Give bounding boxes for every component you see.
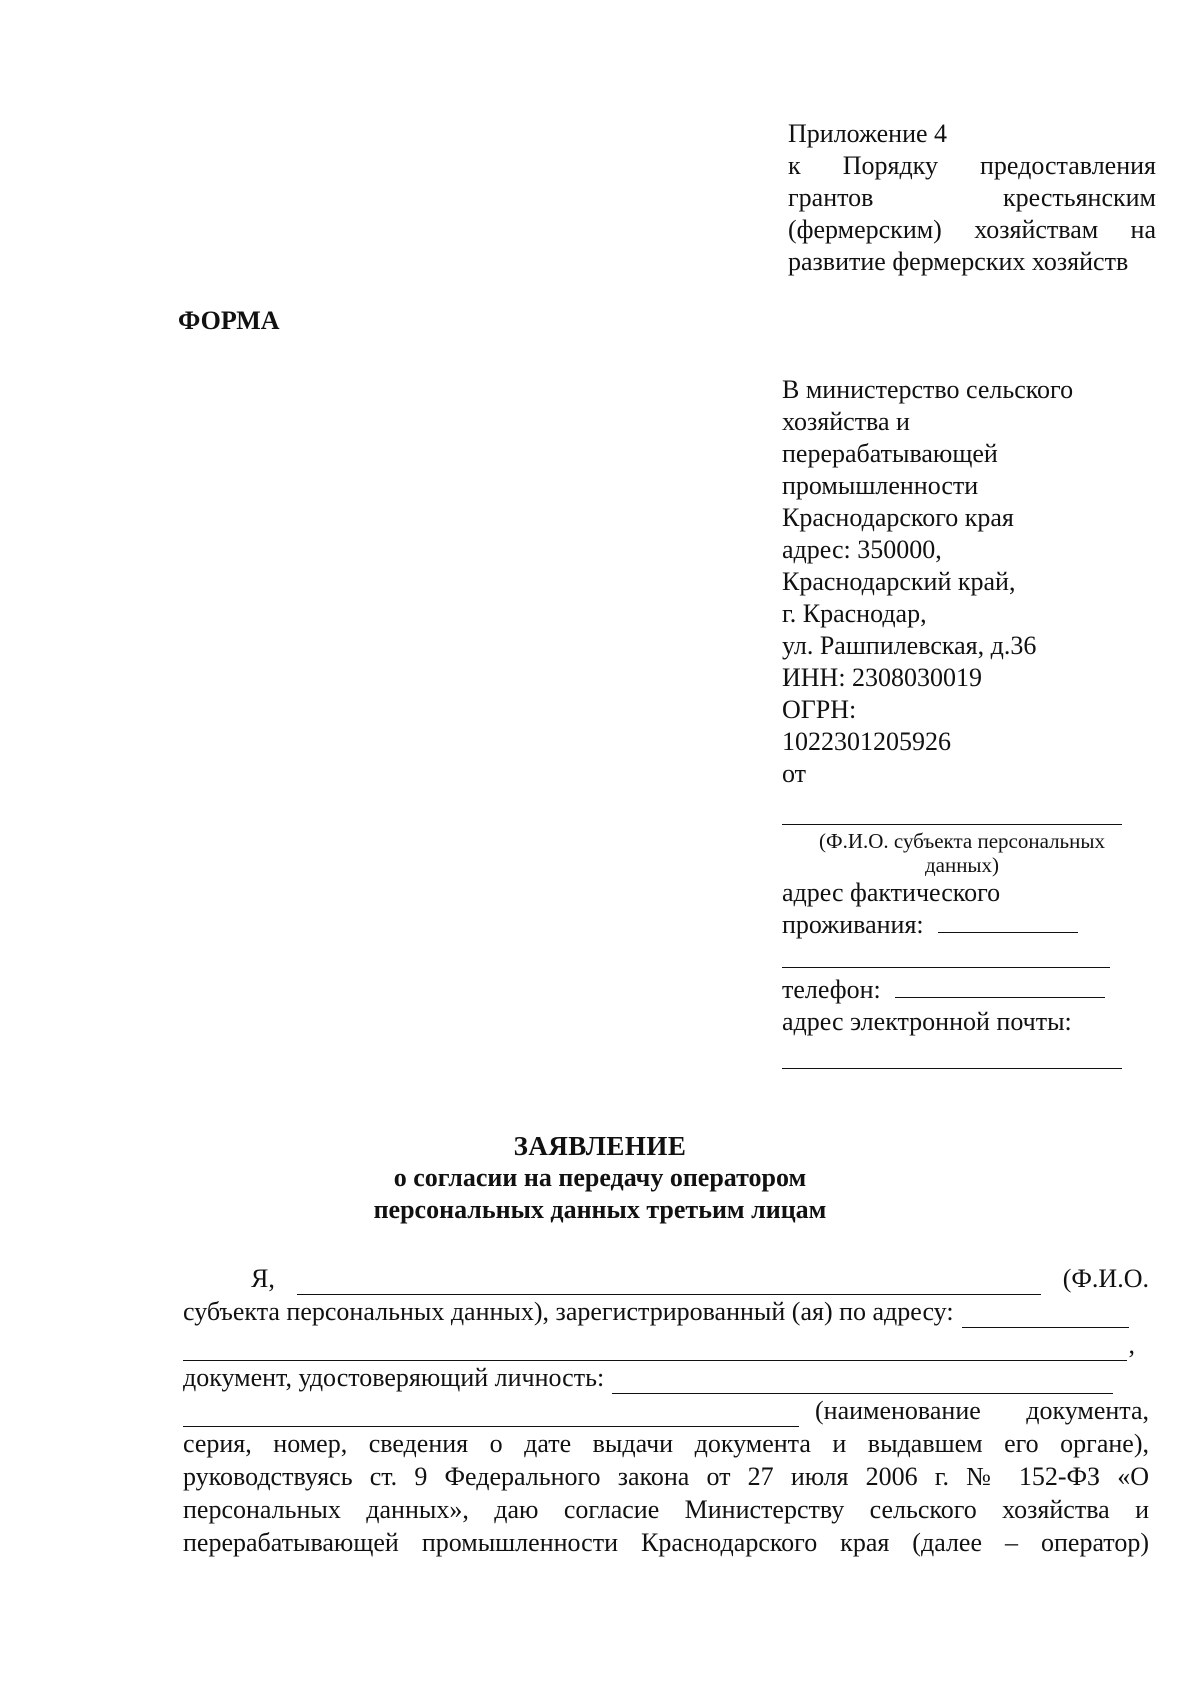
- body-text: (наименование документа,: [815, 1396, 1149, 1425]
- address-label-2: проживания:: [782, 910, 924, 939]
- email-field-line[interactable]: [782, 1068, 1122, 1069]
- address-field-line-2[interactable]: [782, 967, 1110, 968]
- address-label-row: [782, 909, 1142, 941]
- appendix-line: к Порядку предоставления: [788, 151, 1156, 180]
- addressee-line: г. Краснодар,: [782, 599, 927, 628]
- addressee-line: ул. Рашпилевская, д.36: [782, 631, 1037, 660]
- body-text: персональных данных», даю согласие Министерству сельского хозяйства и: [183, 1495, 1149, 1524]
- addressee-line: перерабатывающей: [782, 439, 998, 468]
- body-text: руководствуясь ст. 9 Федерального закона от 27 июля 2006 г. № 152-ФЗ «О: [183, 1462, 1149, 1491]
- reg-address-line-2[interactable]: [183, 1336, 1127, 1361]
- body-text: серия, номер, сведения о дате выдачи документа и выдавшем его органе),: [183, 1429, 1149, 1458]
- body-line: [183, 1295, 1149, 1328]
- fio-input-line[interactable]: [297, 1270, 1041, 1295]
- statement-subheading: персональных данных третьим лицам: [373, 1195, 827, 1224]
- addressee-line: хозяйства и: [782, 407, 910, 436]
- body-text: документ, удостоверяющий личность:: [183, 1363, 605, 1392]
- statement-subheading: о согласии на передачу оператором: [393, 1163, 807, 1192]
- body-text: ,: [1128, 1330, 1135, 1359]
- fio-caption-line: (Ф.И.О. субъекта персональных: [819, 829, 1105, 853]
- addressee-block: [782, 374, 1142, 1069]
- body-line: [183, 1394, 1149, 1427]
- addressee-line: 1022301205926: [782, 727, 951, 756]
- body-line: [183, 1328, 1149, 1361]
- appendix-header: [788, 118, 1156, 278]
- statement-heading: ЗАЯВЛЕНИЕ: [513, 1131, 687, 1161]
- reg-address-line[interactable]: [962, 1303, 1129, 1328]
- body-text: субъекта персональных данных), зарегистрированный (ая) по адресу:: [183, 1297, 954, 1326]
- addressee-line: Краснодарский край,: [782, 567, 1016, 596]
- addressee-line: ОГРН:: [782, 695, 857, 724]
- addressee-line: В министерство сельского: [782, 375, 1074, 404]
- phone-label: телефон:: [782, 975, 881, 1004]
- fio-caption-line: данных): [924, 853, 1000, 877]
- appendix-title: Приложение 4: [788, 119, 948, 148]
- body-line: [183, 1262, 1149, 1295]
- statement-title: [0, 1130, 1200, 1226]
- body-text: Я,: [251, 1264, 275, 1293]
- statement-body: [183, 1262, 1149, 1559]
- id-document-line[interactable]: [612, 1369, 1113, 1394]
- body-text: (Ф.И.О.: [1062, 1264, 1149, 1293]
- address-label: адрес фактического: [782, 878, 1001, 907]
- addressee-line: промышленности: [782, 471, 979, 500]
- addressee-line: от: [782, 759, 807, 788]
- appendix-line: (фермерским) хозяйствам на: [788, 215, 1156, 244]
- phone-field-line[interactable]: [895, 977, 1105, 998]
- fio-caption: [782, 829, 1142, 877]
- form-label: ФОРМА: [178, 306, 280, 335]
- id-document-line-2[interactable]: [183, 1402, 799, 1427]
- appendix-line: развитие фермерских хозяйств: [788, 247, 1129, 276]
- body-line: [183, 1361, 1149, 1394]
- body-text: перерабатывающей промышленности Краснодарского края (далее – оператор): [183, 1528, 1149, 1557]
- phone-row: [782, 974, 1142, 1006]
- appendix-line: грантов крестьянским: [788, 183, 1156, 212]
- addressee-line: Краснодарского края: [782, 503, 1014, 532]
- addressee-line: ИНН: 2308030019: [782, 663, 983, 692]
- fio-field-line[interactable]: [782, 824, 1122, 825]
- addressee-line: адрес: 350000,: [782, 535, 942, 564]
- email-label: адрес электронной почты:: [782, 1007, 1072, 1036]
- address-field-line[interactable]: [938, 912, 1078, 933]
